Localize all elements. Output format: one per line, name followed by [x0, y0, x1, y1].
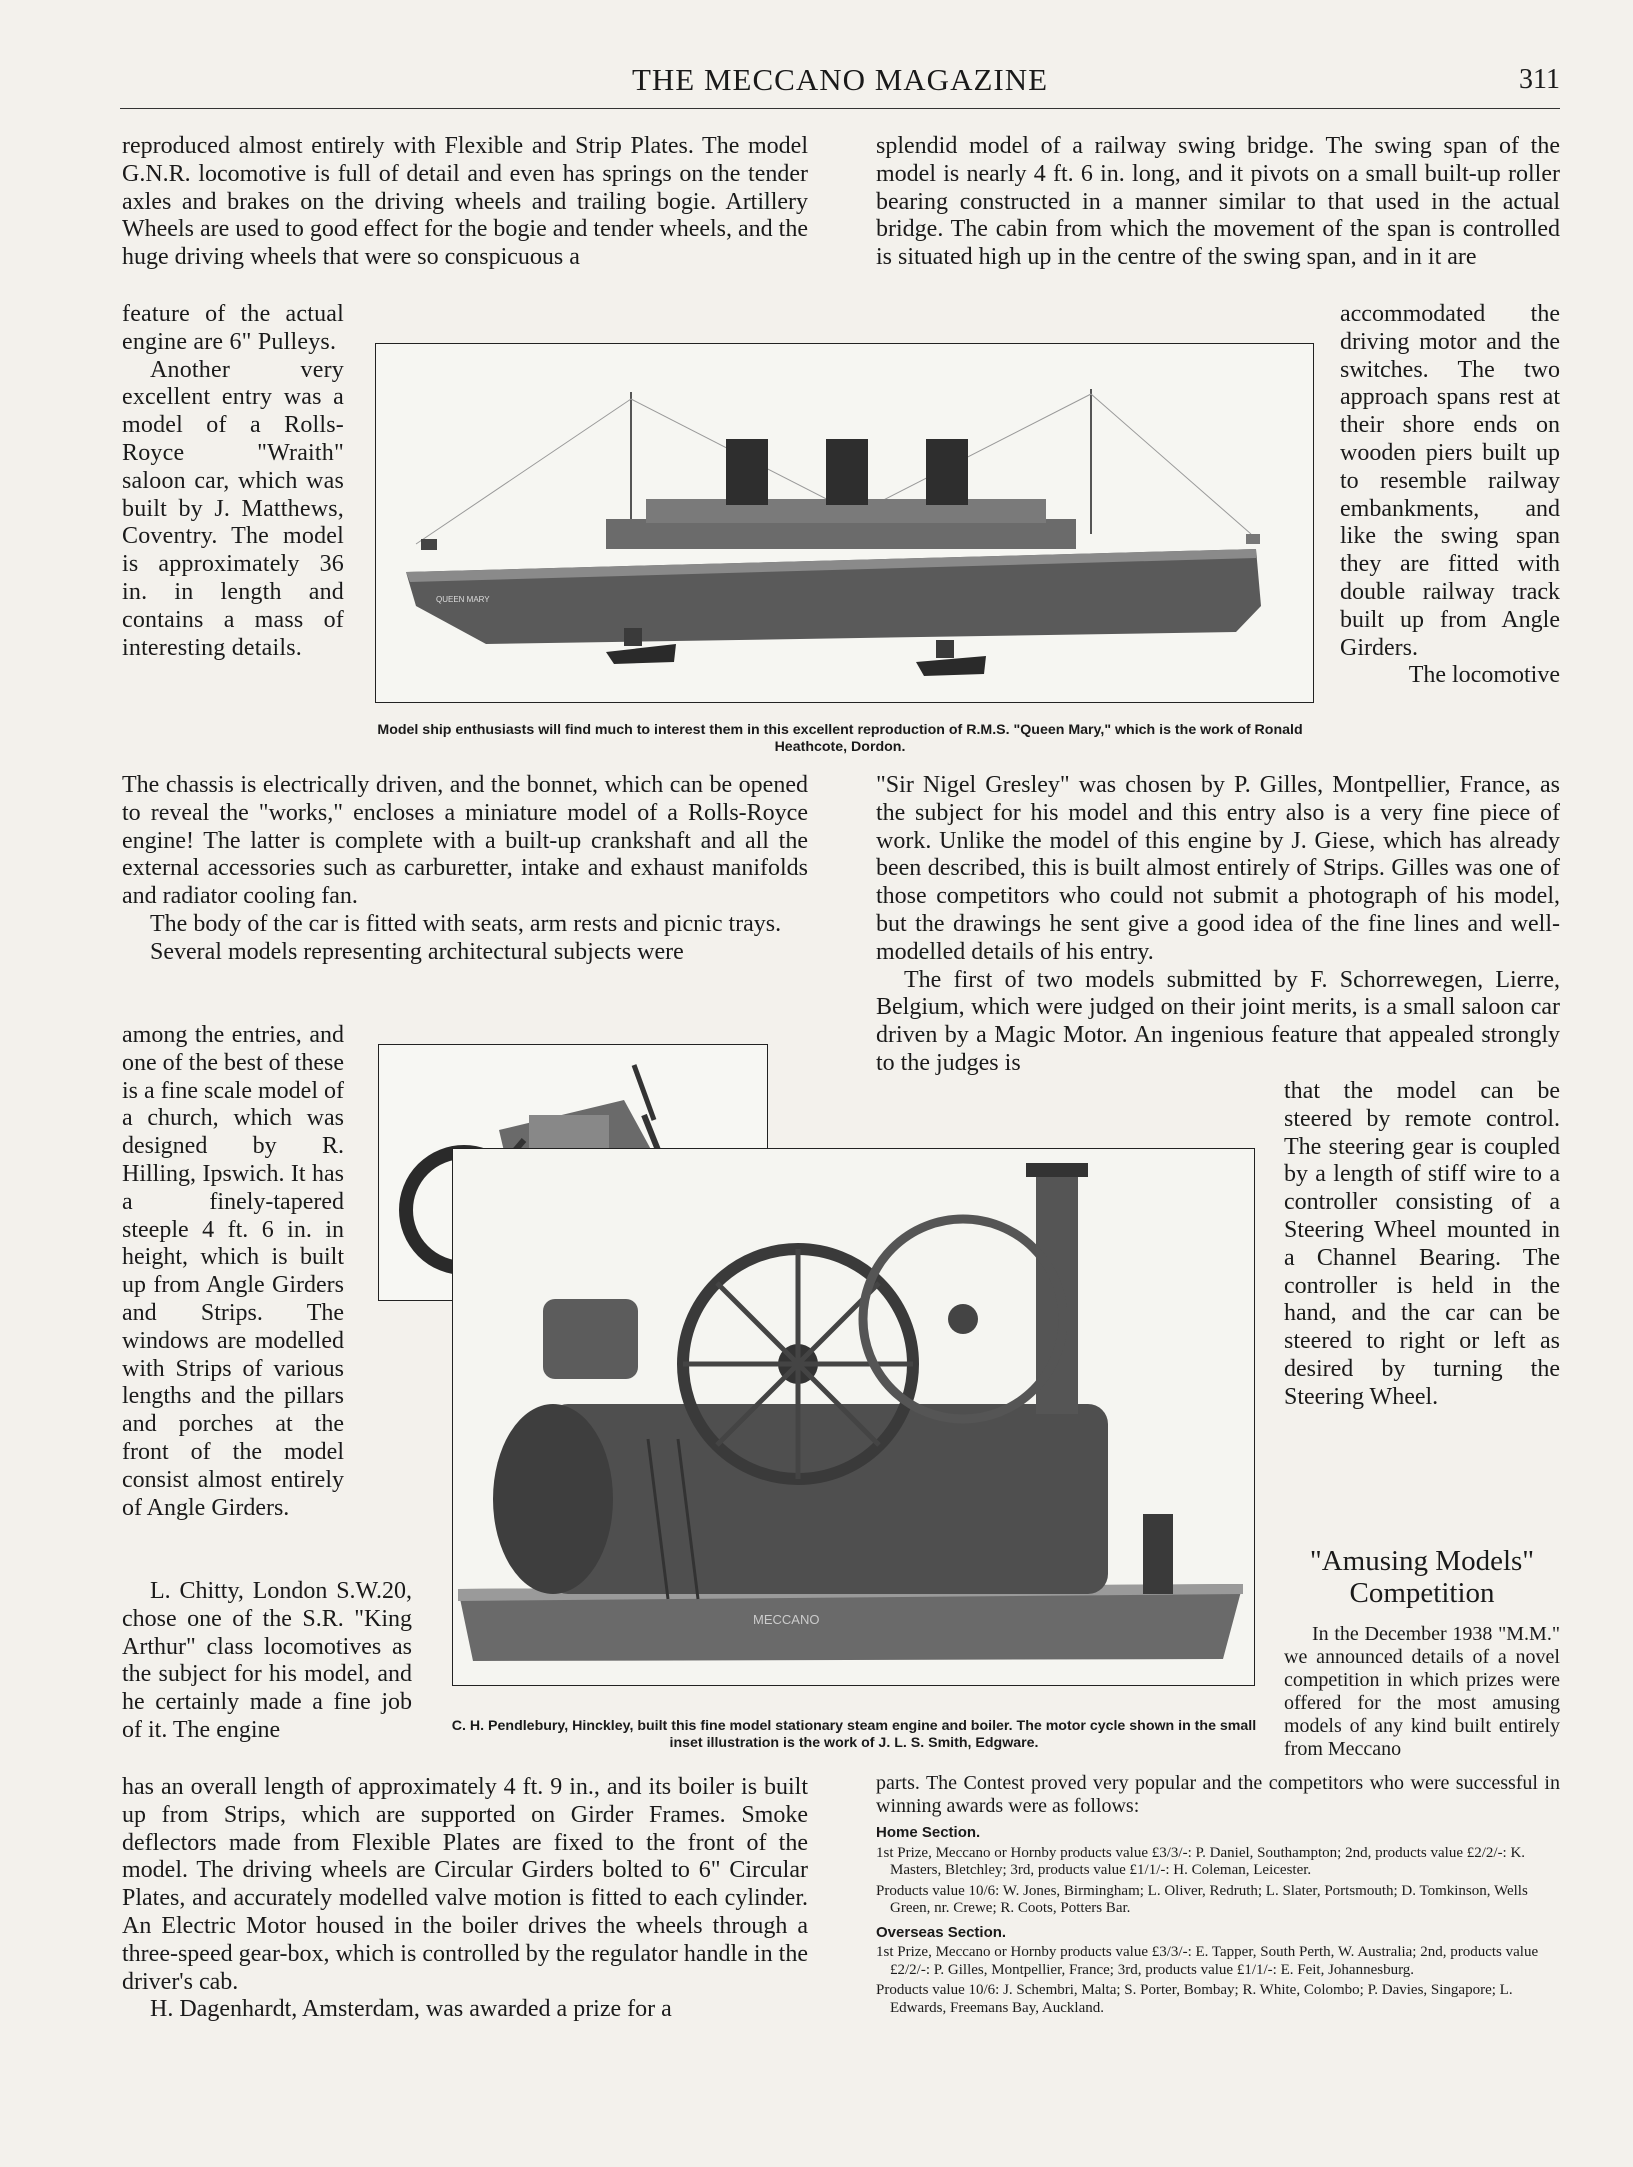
- running-header: [120, 62, 1560, 109]
- right-column-narrow-engine: [1284, 1078, 1560, 1412]
- left-paragraph-1-top: reproduced almost entirely with Flexible and Strip Plates. The model G.N.R. locomotive is full of detail and even has springs on the tender axles and brakes on the driving wheels and trailing bogie. Artillery Wheels are used to good effect for the bogie and tender wheels, and the huge driving wheels that were so conspicuous a: [122, 133, 808, 271]
- left-paragraph-4-narrow: among the entries, and one of the best of these is a fine scale model of a church, which was designed by R. Hilling, Ipswich. It has a finely-tapered steeple 4 ft. 6 in. in height, which is built up from Angle Girders and Strips. The windows are modelled with Strips of various lengths and the pillars and porches at the front of the model consist almost entirely of Angle Girders.: [122, 1022, 344, 1521]
- left-column-mid: [122, 772, 808, 967]
- magazine-title: THE MECCANO MAGAZINE: [631, 62, 1049, 97]
- right-paragraph-2-cont: "Sir Nigel Gresley" was chosen by P. Gilles, Montpellier, France, as the subject for his model and this entry also is a very fine piece of work. Unlike the model of this engine by J. Giese, which has already been described, this is built almost entirely of Strips. Gilles was one of those competitors who could not submit a photograph of his model, but the drawings he sent give a good idea of the fine lines and well-modelled details of his entry.: [876, 772, 1560, 965]
- competition-section-head: [1284, 1545, 1560, 1761]
- right-paragraph-2-first: The locomotive: [1408, 662, 1560, 689]
- left-paragraph-2-narrow: Another very excellent entry was a model of a Rolls-Royce "Wraith" saloon car, which was built by J. Matthews, Coventry. The model is approximately 36 in. in length and contains a mass of interesting details.: [122, 356, 344, 661]
- right-paragraph-3-wide: The first of two models submitted by F. Schorrewegen, Lierre, Belgium, which were judged on their joint merits, is a small saloon car driven by a Magic Motor. An ingenious feature that appealed strongly to the judges is: [876, 966, 1560, 1076]
- left-column-narrow-engine-2: [122, 1578, 412, 1745]
- overseas-results-1: 1st Prize, Meccano or Hornby products value £3/3/-: E. Tapper, South Perth, W. Australia; 2nd, products value £2/2/-: P. Gilles, Montpellier, France; 3rd, products value £1/1/-: E. Feit, Johannesburg.: [876, 1944, 1539, 1978]
- right-paragraph-3-narrow: that the model can be steered by remote control. The steering gear is coupled by a length of stiff wire to a controller consisting of a Steering Wheel mounted in a Channel Bearing. The controller is held in the hand, and the car can be steered to right or left as desired by turning the Steering Wheel.: [1284, 1078, 1560, 1410]
- ship-caption: Model ship enthusiasts will find much to interest them in this excellent reproduction of R.M.S. "Queen Mary," which is the work of Ronald Heathcote, Dordon.: [377, 722, 1303, 755]
- home-results-2: Products value 10/6: W. Jones, Birmingham; L. Oliver, Redruth; L. Slater, Portsmouth; D. Tomkinson, Wells Green, nr. Crewe; R. Coots, Potters Bar.: [876, 1882, 1528, 1916]
- competition-heading-line1: "Amusing Models": [1309, 1545, 1535, 1577]
- engine-base-lettering: MECCANO: [753, 1612, 820, 1627]
- competition-section-body: [876, 1772, 1560, 2020]
- left-paragraph-6: H. Dagenhardt, Amsterdam, was awarded a prize for a: [150, 1996, 672, 2023]
- queen-mary-model-image: [376, 344, 1313, 702]
- right-column-narrow-ship: [1340, 301, 1560, 690]
- left-paragraph-1-narrow: feature of the actual engine are 6" Pulleys.: [122, 301, 344, 355]
- right-column-top: [876, 133, 1560, 272]
- ship-figure: [375, 343, 1314, 703]
- engine-caption: C. H. Pendlebury, Hinckley, built this fine model stationary steam engine and boiler. The motor cycle shown in the small inset illustration is the work of J. L. S. Smith, Edgware.: [451, 1718, 1257, 1751]
- competition-results: [876, 1824, 1560, 2017]
- competition-intro-wide: parts. The Contest proved very popular and the competitors who were successful in winning awards were as follows:: [876, 1772, 1560, 1817]
- left-paragraph-5-wide: has an overall length of approximately 4 ft. 9 in., and its boiler is built up from Strips, which are supported on Girder Frames. Smoke deflectors made from Flexible Plates are fixed to the front of the model. The driving wheels are Circular Girders bolted to 6" Circular Plates, and accurately modelled valve motion is fitted to each cylinder. An Electric Motor housed in the boiler drives the wheels through a three-speed gear-box, which is controlled by the regulator handle in the driver's cab.: [122, 1774, 808, 1995]
- left-paragraph-2-cont: The chassis is electrically driven, and the bonnet, which can be opened to reveal the "works," encloses a miniature model of a Rolls-Royce engine! The latter is complete with a built-up crankshaft and all the external accessories such as carburetter, intake and exhaust manifolds and radiator cooling fan.: [122, 772, 808, 910]
- left-paragraph-5-narrow: L. Chitty, London S.W.20, chose one of the S.R. "King Arthur" class locomotives as the subject for his model, and he certainly made a fine job of it. The engine: [122, 1578, 412, 1743]
- left-column-top: [122, 133, 808, 272]
- competition-heading-line2: Competition: [1349, 1577, 1495, 1609]
- left-column-narrow-engine: [122, 1022, 344, 1522]
- page-number: 311: [1519, 64, 1560, 95]
- left-paragraph-4-wide: Several models representing architectural subjects were: [150, 938, 684, 965]
- right-paragraph-1-top: splendid model of a railway swing bridge. The swing span of the model is nearly 4 ft. 6 in. long, and it pivots on a small built-up roller bearing constructed in a manner similar to that used in the actual bridge. The cabin from which the movement of the span is controlled is situated high up in the centre of the swing span, and in it are: [876, 133, 1560, 271]
- hull-name: QUEEN MARY: [436, 595, 490, 604]
- left-column-narrow-ship: [122, 301, 344, 662]
- right-paragraph-1-narrow: accommodated the driving motor and the switches. The two approach spans rest at their shore ends on wooden piers built up to resemble railway embankments, and like the swing span they are fitted with double railway track built up from Angle Girders.: [1340, 301, 1560, 661]
- home-section-label: Home Section.: [876, 1824, 981, 1841]
- left-paragraph-3: The body of the car is fitted with seats, arm rests and picnic trays.: [150, 910, 782, 937]
- home-results-1: 1st Prize, Meccano or Hornby products value £3/3/-: P. Daniel, Southampton; 2nd, products value £2/2/-: K. Masters, Bletchley; 3rd, products value £1/1/-: H. Coleman, Leicester.: [876, 1844, 1526, 1878]
- steam-engine-model-image: [453, 1149, 1254, 1685]
- overseas-results-2: Products value 10/6: J. Schembri, Malta; S. Porter, Bombay; R. White, Colombo; P. Davies, Singapore; L. Edwards, Freemans Bay, Auckland.: [876, 1982, 1513, 2016]
- steam-engine-figure: [452, 1148, 1255, 1686]
- competition-intro-narrow: In the December 1938 "M.M." we announced details of a novel competition in which prizes were offered for the most amusing models of any kind built entirely from Meccano: [1284, 1623, 1560, 1760]
- overseas-section-label: Overseas Section.: [876, 1923, 1007, 1941]
- right-column-mid: [876, 772, 1560, 1078]
- left-column-bottom: [122, 1774, 808, 2024]
